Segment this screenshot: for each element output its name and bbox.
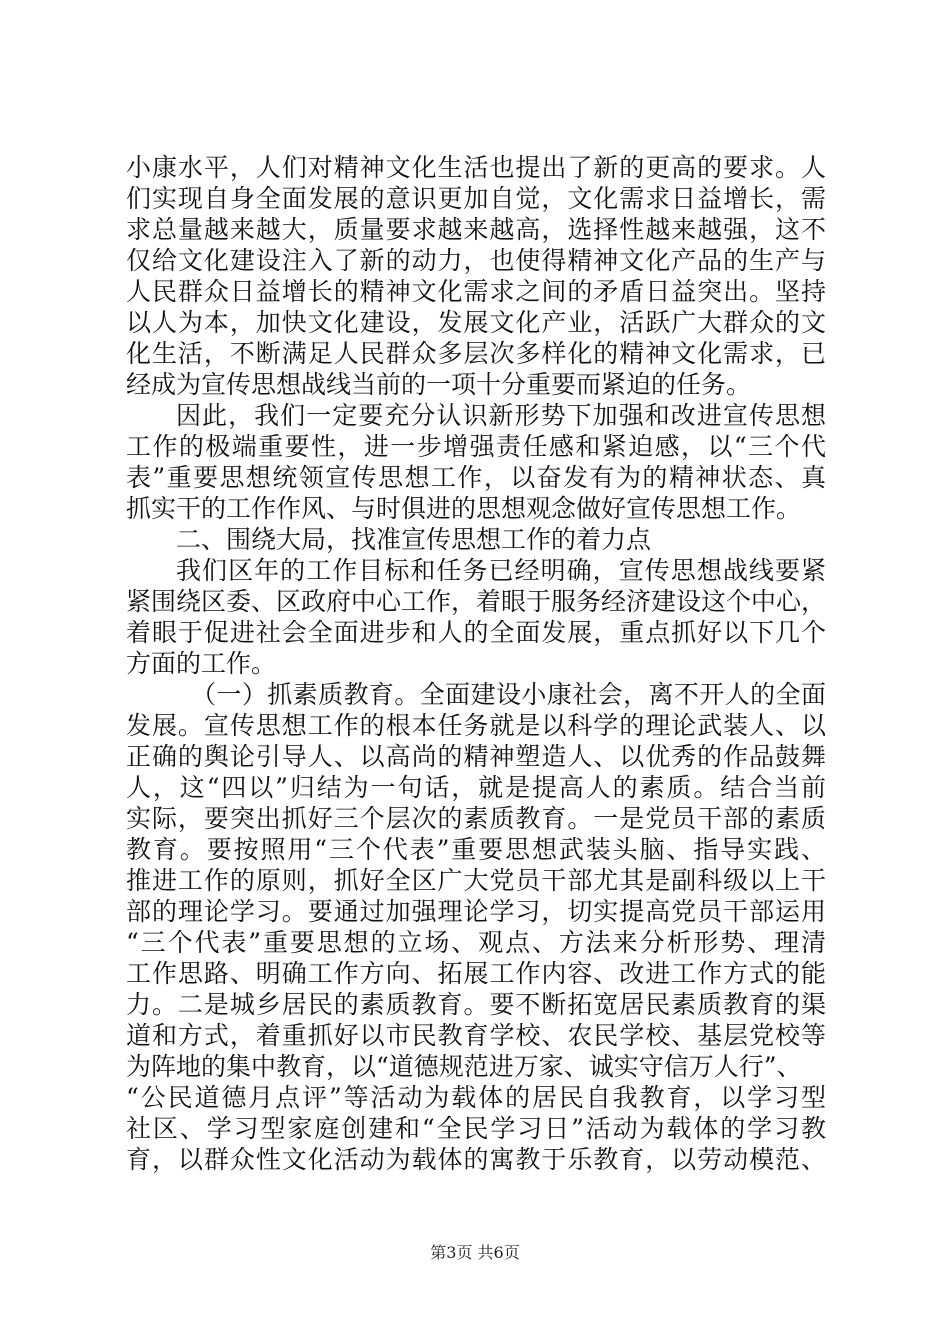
text-line: 部的理论学习。要通过加强理论学习，切实提高党员干部运用: [126, 897, 826, 926]
text-line: 化生活，不断满足人民群众多层次多样化的精神文化需求，已: [126, 339, 826, 368]
text-line: 育，以群众性文化活动为载体的寓教于乐教育，以劳动模范、: [126, 1145, 826, 1174]
text-line: 仅给文化建设注入了新的动力，也使得精神文化产品的生产与: [126, 246, 826, 275]
text-line: 发展。宣传思想工作的根本任务就是以科学的理论武装人、以: [126, 711, 826, 740]
text-line: 道和方式，着重抓好以市民教育学校、农民学校、基层党校等: [126, 1021, 826, 1050]
paragraph-start-line: 我们区年的工作目标和任务已经明确，宣传思想战线要紧: [176, 556, 826, 585]
text-line: 人，这“四以”归结为一句话，就是提高人的素质。结合当前: [126, 773, 826, 802]
text-line: 抓实干的工作作风、与时俱进的思想观念做好宣传思想工作。: [126, 494, 802, 523]
text-line: 小康水平，人们对精神文化生活也提出了新的更高的要求。人: [126, 153, 826, 182]
text-line: 人民群众日益增长的精神文化需求之间的矛盾日益突出。坚持: [126, 277, 826, 306]
paragraph-start-line: 因此，我们一定要充分认识新形势下加强和改进宣传思想: [176, 401, 826, 430]
subsection-start-line: （一）抓素质教育。全面建设小康社会，离不开人的全面: [191, 680, 826, 709]
text-line: 社区、学习型家庭创建和“全民学习日”活动为载体的学习教: [126, 1114, 826, 1143]
text-line: 们实现自身全面发展的意识更加自觉，文化需求日益增长，需: [126, 184, 826, 213]
page-number-footer: 第3页 共6页: [430, 1243, 520, 1262]
text-line: “公民道德月点评”等活动为载体的居民自我教育，以学习型: [126, 1083, 826, 1112]
document-body: [126, 152, 826, 1175]
section-heading: 二、围绕大局，找准宣传思想工作的着力点: [176, 525, 652, 554]
text-line: 工作思路、明确工作方向、拓展工作内容、改进工作方式的能: [126, 959, 826, 988]
text-line: 工作的极端重要性，进一步增强责任感和紧迫感，以“三个代: [126, 432, 826, 461]
text-line: “三个代表”重要思想的立场、观点、方法来分析形势、理清: [126, 928, 826, 957]
text-line: 推进工作的原则，抓好全区广大党员干部尤其是副科级以上干: [126, 866, 826, 895]
text-line: 经成为宣传思想战线当前的一项十分重要而紧迫的任务。: [126, 370, 752, 399]
text-line: 实际，要突出抓好三个层次的素质教育。一是党员干部的素质: [126, 804, 826, 833]
text-line: 表”重要思想统领宣传思想工作，以奋发有为的精神状态、真: [126, 463, 826, 492]
text-line: 着眼于促进社会全面进步和人的全面发展，重点抓好以下几个: [126, 618, 826, 647]
text-line: 求总量越来越大，质量要求越来越高，选择性越来越强，这不: [126, 215, 826, 244]
text-line: 方面的工作。: [126, 649, 277, 678]
text-line: 以人为本，加快文化建设，发展文化产业，活跃广大群众的文: [126, 308, 826, 337]
text-line: 为阵地的集中教育，以“道德规范进万家、诚实守信万人行”、: [126, 1052, 802, 1081]
text-line: 紧围绕区委、区政府中心工作，着眼于服务经济建设这个中心，: [126, 587, 827, 616]
text-line: 正确的舆论引导人、以高尚的精神塑造人、以优秀的作品鼓舞: [126, 742, 826, 771]
text-line: 教育。要按照用“三个代表”重要思想武装头脑、指导实践、: [126, 835, 826, 864]
text-line: 力。二是城乡居民的素质教育。要不断拓宽居民素质教育的渠: [126, 990, 826, 1019]
